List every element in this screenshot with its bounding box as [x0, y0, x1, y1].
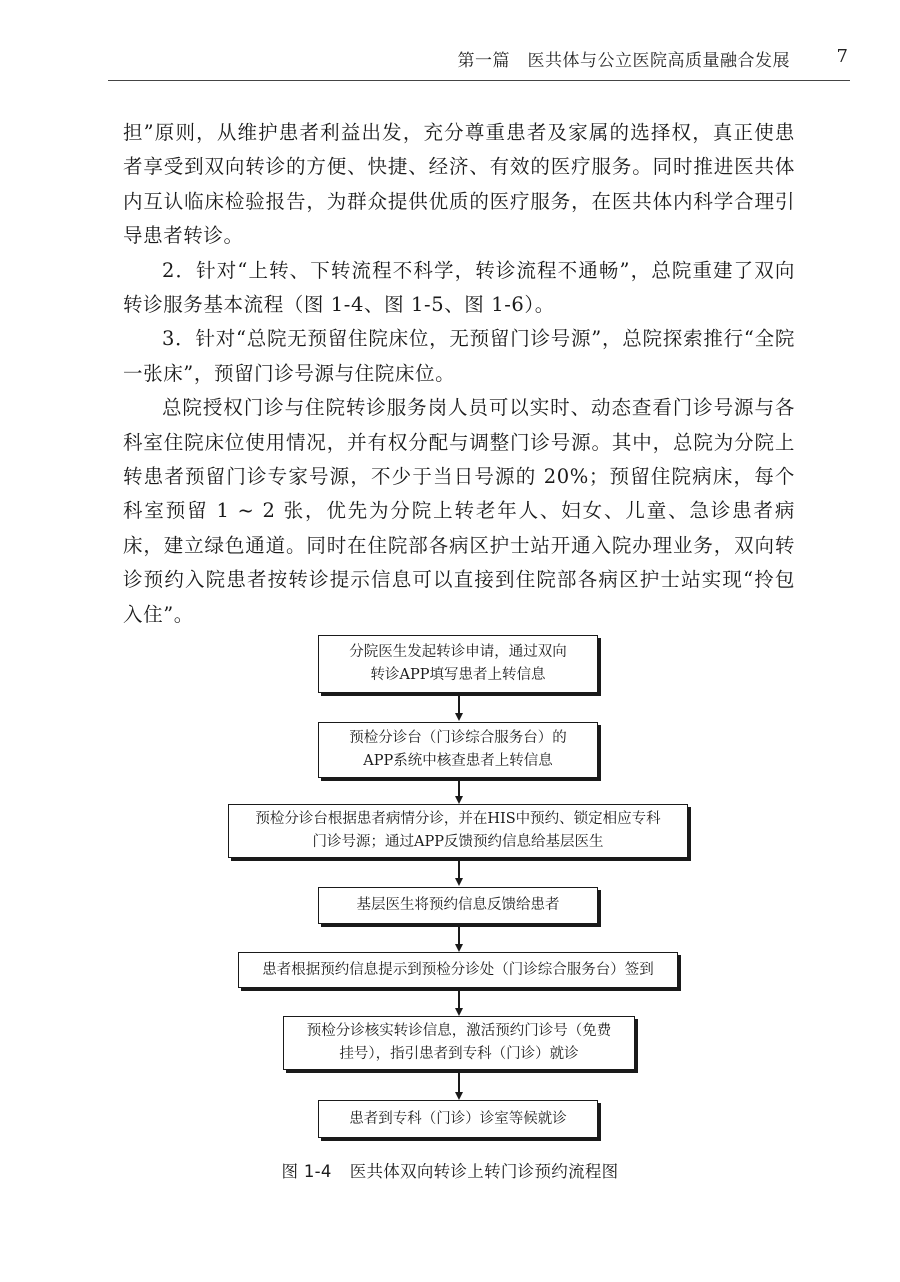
- flow-step-text: 转诊APP填写患者上转信息: [370, 667, 546, 683]
- flow-step-text: 基层医生将预约信息反馈给患者: [356, 897, 560, 913]
- flow-arrow: [455, 693, 463, 721]
- page-number: 7: [836, 46, 848, 67]
- flow-step-2: [318, 722, 598, 778]
- paragraph: 2．针对“上转、下转流程不科学，转诊流程不通畅”，总院重建了双向转诊服务基本流程（图 1-4、图 1-5、图 1-6）。: [123, 258, 795, 317]
- flow-arrow: [455, 988, 463, 1016]
- flow-step-text: APP系统中核查患者上转信息: [363, 753, 553, 769]
- paragraph: 担”原则，从维护患者利益出发，充分尊重患者及家属的选择权，真正使患者享受到双向转诊的方便、快捷、经济、有效的医疗服务。同时推进医共体内互认临床检验报告，为群众提供优质的医疗服务，在医共体内科学合理引导患者转诊。: [123, 121, 795, 248]
- flow-step-text: 挂号），指引患者到专科（门诊）就诊: [339, 1046, 579, 1062]
- flow-step-4: [318, 887, 598, 924]
- flow-step-text: 患者到专科（门诊）诊室等候就诊: [349, 1110, 567, 1127]
- figure-caption: [0, 1158, 900, 1182]
- flow-step-text: 分院医生发起转诊申请，通过双向: [349, 644, 567, 660]
- paragraph: 总院授权门诊与住院转诊服务岗人员可以实时、动态查看门诊号源与各科室住院床位使用情况，并有权分配与调整门诊号源。其中，总院为分院上转患者预留门诊专家号源，不少于当日号源的 20%；预留住院病床，每个科室预留 1 ~ 2 张，优先为分院上转老年人、妇女、儿童、急诊患者病床，建立绿色通道。同时在住院部各病区护士站开通入院办理业务，双向转诊预约入院患者按转诊提示信息可以直接到住院部各病区护士站实现“拎包入住”。: [123, 396, 795, 626]
- header-title: 第一篇 医共体与公立医院高质量融合发展: [457, 51, 790, 71]
- flow-step-3: [228, 804, 688, 858]
- flow-arrow: [455, 924, 463, 952]
- flow-arrow: [455, 778, 463, 804]
- flow-step-7: [318, 1100, 598, 1138]
- flow-arrow: [455, 858, 463, 886]
- flow-step-text: 预检分诊核实转诊信息，激活预约门诊号（免费: [306, 1023, 612, 1039]
- flow-step-text: 预检分诊台根据患者病情分诊，并在HIS中预约、锁定相应专科: [255, 811, 661, 827]
- flow-arrow: [455, 1070, 463, 1100]
- paragraph: 3．针对“总院无预留住院床位，无预留门诊号源”，总院探索推行“全院一张床”，预留门诊号源与住院床位。: [123, 327, 795, 385]
- flow-step-5: [238, 952, 678, 988]
- flow-step-1: [318, 635, 598, 693]
- figure-title: 医共体双向转诊上转门诊预约流程图: [349, 1162, 619, 1181]
- flow-step-6: [283, 1016, 635, 1070]
- flow-step-text: 预检分诊台（门诊综合服务台）的: [349, 730, 567, 746]
- flow-step-text: 门诊号源；通过APP反馈预约信息给基层医生: [312, 834, 604, 850]
- flow-step-text: 患者根据预约信息提示到预检分诊处（门诊综合服务台）签到: [262, 961, 654, 978]
- figure-number: 图 1-4: [281, 1162, 332, 1181]
